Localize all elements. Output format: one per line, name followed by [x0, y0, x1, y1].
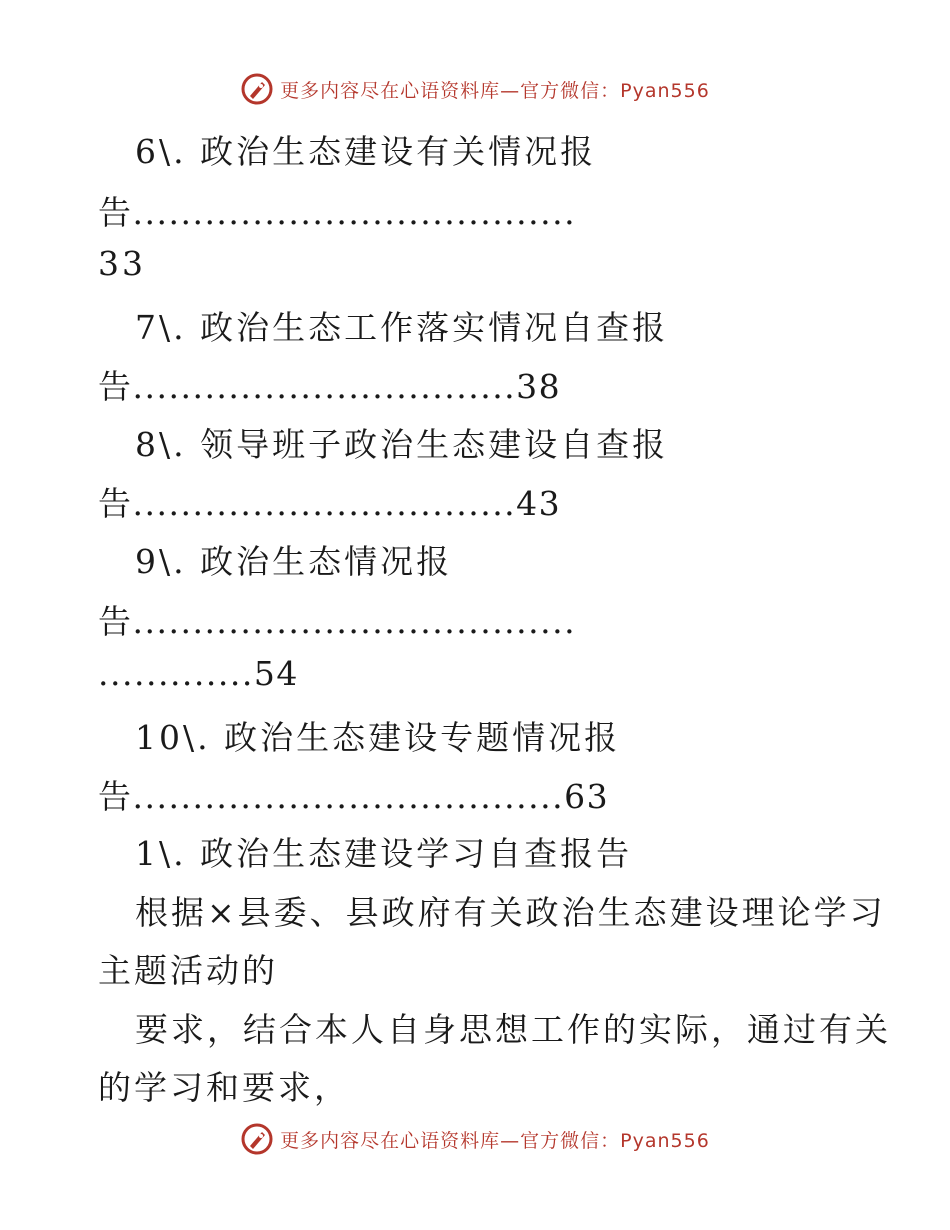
watermark-header	[0, 72, 950, 106]
pen-nib-logo-icon	[240, 72, 274, 106]
toc-entry-9-title: 9\. 政治生态情况报	[135, 542, 453, 581]
toc-entry-8-title: 8\. 领导班子政治生态建设自查报	[135, 425, 669, 464]
paragraph-1-line-2: 主题活动的	[98, 951, 278, 990]
toc-entry-9-page: .............54	[98, 654, 299, 693]
toc-entry-8-cont: 告................................43	[98, 484, 562, 523]
toc-entry-6-page: 33	[98, 244, 146, 283]
pen-nib-logo-icon	[240, 1122, 274, 1156]
watermark-footer	[0, 1122, 950, 1156]
toc-entry-6-cont: 告.....................................	[98, 193, 577, 232]
toc-entry-7-title: 7\. 政治生态工作落实情况自查报	[135, 308, 669, 347]
toc-entry-10-cont: 告....................................63	[98, 777, 610, 816]
watermark-text: 更多内容尽在心语资料库—官方微信：Pyan556	[280, 79, 710, 102]
paragraph-2-line-2: 的学习和要求，	[98, 1068, 350, 1107]
paragraph-2-line-1: 要求，结合本人自身思想工作的实际，通过有关	[135, 1010, 891, 1049]
toc-entry-6-title: 6\. 政治生态建设有关情况报	[135, 132, 597, 171]
paragraph-1-line-1: 根据×县委、县政府有关政治生态建设理论学习	[135, 893, 886, 932]
toc-entry-7-cont: 告................................38	[98, 367, 562, 406]
toc-entry-9-cont: 告.....................................	[98, 602, 577, 641]
watermark-text: 更多内容尽在心语资料库—官方微信：Pyan556	[280, 1129, 710, 1152]
section-heading: 1\. 政治生态建设学习自查报告	[135, 834, 633, 873]
toc-entry-10-title: 10\. 政治生态建设专题情况报	[135, 718, 621, 757]
